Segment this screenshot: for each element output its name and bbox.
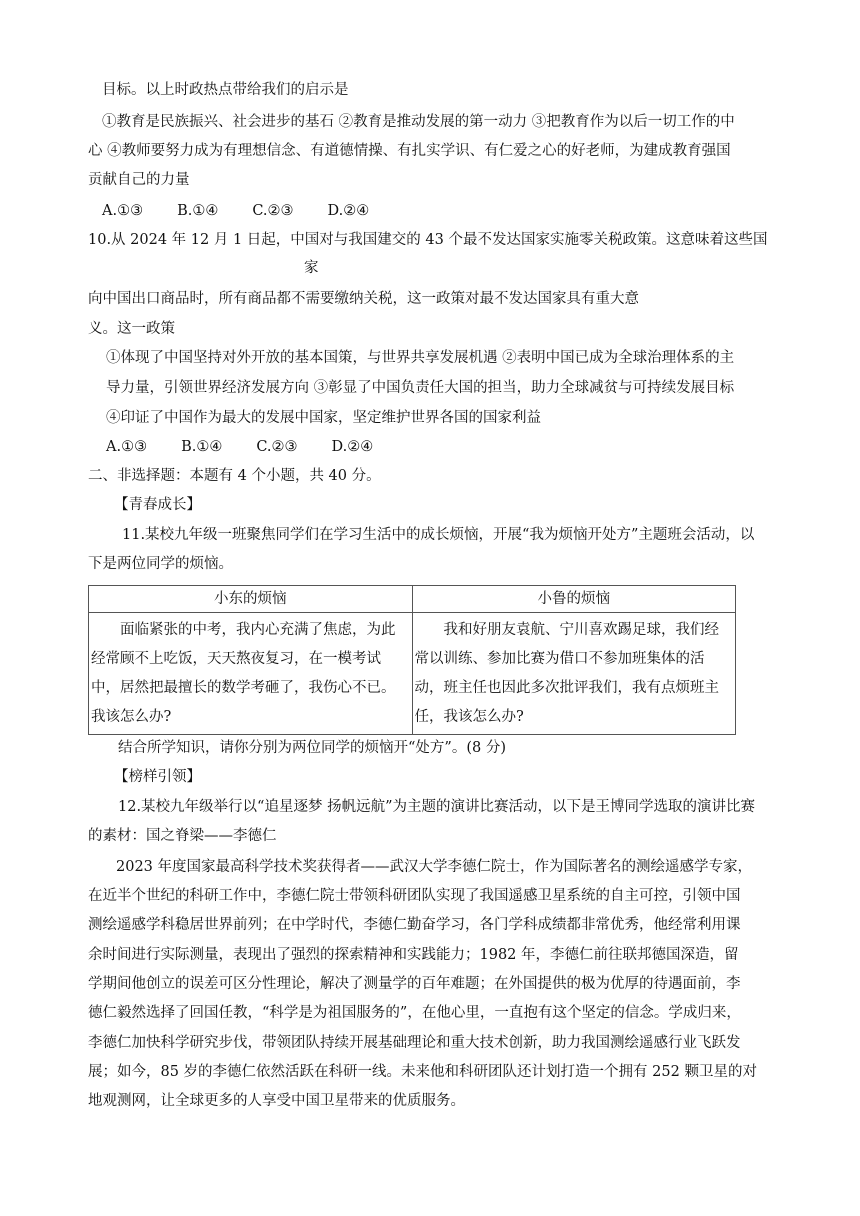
table-header-xiaodong: 小东的烦恼 xyxy=(89,586,413,613)
q12-para-line-1: 2023 年度国家最高科学技术奖获得者——武汉大学李德仁院士，作为国际著名的测绘遥感学专家， xyxy=(116,859,753,875)
q12-para-line-6: 德仁毅然选择了回国任教，“科学是为祖国服务的”，在他心里，一直抱有这个坚定的信念。学成归来， xyxy=(88,1005,741,1021)
q12-topic: 【榜样引领】 xyxy=(114,769,201,785)
q12-para-line-9: 地观测网，让全球更多的人享受中国卫星带来的优质服务。 xyxy=(88,1093,465,1109)
q10-choices xyxy=(106,437,407,457)
q12-para-line-8: 展；如今，85 岁的李德仁依然活跃在科研一线。未来他和科研团队还计划打造一个拥有 252 颗卫星的对 xyxy=(88,1064,757,1080)
q10-choice-d: D.②④ xyxy=(331,439,374,455)
trouble-table xyxy=(88,585,736,735)
q12-para-line-3: 测绘遥感学科稳居世界前列；在中学时代，李德仁勤奋学习，各门学科成绩都非常优秀，他经常利用课 xyxy=(88,917,741,933)
q9-choice-b: B.①④ xyxy=(177,203,219,219)
q11-question: 结合所学知识，请你分别为两位同学的烦恼开“处方”。(8 分) xyxy=(118,740,506,756)
q10-choice-c: C.②③ xyxy=(256,439,298,455)
q9-choice-c: C.②③ xyxy=(252,203,294,219)
q11-stem-line-1: 11.某校九年级一班聚焦同学们在学习生活中的成长烦恼，开展“我为烦恼开处方”主题班会活动，以 xyxy=(122,527,755,543)
q12-para-line-2: 在近半个世纪的科研工作中，李德仁院士带领科研团队实现了我国遥感卫星系统的自主可控，引领中国 xyxy=(88,888,741,904)
table-header-xiaolu: 小鲁的烦恼 xyxy=(412,586,736,613)
q10-stem-line-4: 义。这一政策 xyxy=(88,321,175,337)
table-header-row xyxy=(89,586,736,613)
q9-option-line-2: 心 ④教师要努力成为有理想信念、有道德情操、有扎实学识、有仁爱之心的好老师，为建成教育强国 xyxy=(88,143,731,159)
q9-choice-d: D.②④ xyxy=(327,203,370,219)
q11-topic: 【青春成长】 xyxy=(114,497,201,513)
q9-option-line-1: ①教育是民族振兴、社会进步的基石 ②教育是推动发展的第一动力 ③把教育作为以后一切工作的中 xyxy=(102,114,735,130)
q10-option-line-3: ④印证了中国作为最大的发展中国家，坚定维护世界各国的国家利益 xyxy=(106,410,541,426)
q10-stem-line-3: 向中国出口商品时，所有商品都不需要缴纳关税，这一政策对最不发达国家具有重大意 xyxy=(88,291,639,307)
table-cell-xiaodong: 面临紧张的中考，我内心充满了焦虑，为此经常顾不上吃饭，天天熬夜复习，在一模考试中，居然把最擅长的数学考砸了，我伤心不已。我该怎么办? xyxy=(89,613,413,735)
q12-stem-line-1: 12.某校九年级举行以“追星逐梦 扬帆远航”为主题的演讲比赛活动，以下是王博同学选取的演讲比赛 xyxy=(118,799,755,815)
q11-stem-line-2: 下是两位同学的烦恼。 xyxy=(88,556,233,572)
q10-option-line-1: ①体现了中国坚持对外开放的基本国策，与世界共享发展机遇 ②表明中国已成为全球治理体系的主 xyxy=(106,350,735,366)
table-row xyxy=(89,613,736,735)
q10-stem-line-1: 10.从 2024 年 12 月 1 日起，中国对与我国建交的 43 个最不发达国家实施零关税政策。这意味着这些国 xyxy=(88,232,768,248)
section-2-heading: 二、非选择题：本题有 4 个小题，共 40 分。 xyxy=(88,468,381,484)
q12-para-line-7: 李德仁加快科学研究步伐，带领团队持续开展基础理论和重大技术创新，助力我国测绘遥感行业飞跃发 xyxy=(88,1035,741,1051)
q9-stem-end: 目标。以上时政热点带给我们的启示是 xyxy=(102,82,349,98)
q12-stem-line-2: 的素材：国之脊梁——李德仁 xyxy=(88,828,277,844)
q12-para-line-5: 学期间他创立的误差可区分性理论，解决了测量学的百年难题；在外国提供的极为优厚的待遇面前，李 xyxy=(88,976,741,992)
q10-choice-b: B.①④ xyxy=(181,439,223,455)
q9-choice-a: A.①③ xyxy=(102,203,144,219)
q10-option-line-2: 导力量，引领世界经济发展方向 ③彰显了中国负责任大国的担当，助力全球减贫与可持续发展目标 xyxy=(106,380,735,396)
q10-stem-line-2: 家 xyxy=(304,260,319,276)
q12-para-line-4: 余时间进行实际测量，表现出了强烈的探索精神和实践能力；1982 年，李德仁前往联邦德国深造，留 xyxy=(88,947,739,963)
table-cell-xiaolu: 我和好朋友袁航、宁川喜欢踢足球，我们经常以训练、参加比赛为借口不参加班集体的活动，班主任也因此多次批评我们，我有点烦班主任，我该怎么办? xyxy=(412,613,736,735)
q9-option-line-3: 贡献自己的力量 xyxy=(88,172,190,188)
q9-choices xyxy=(102,201,403,221)
q10-choice-a: A.①③ xyxy=(106,439,148,455)
